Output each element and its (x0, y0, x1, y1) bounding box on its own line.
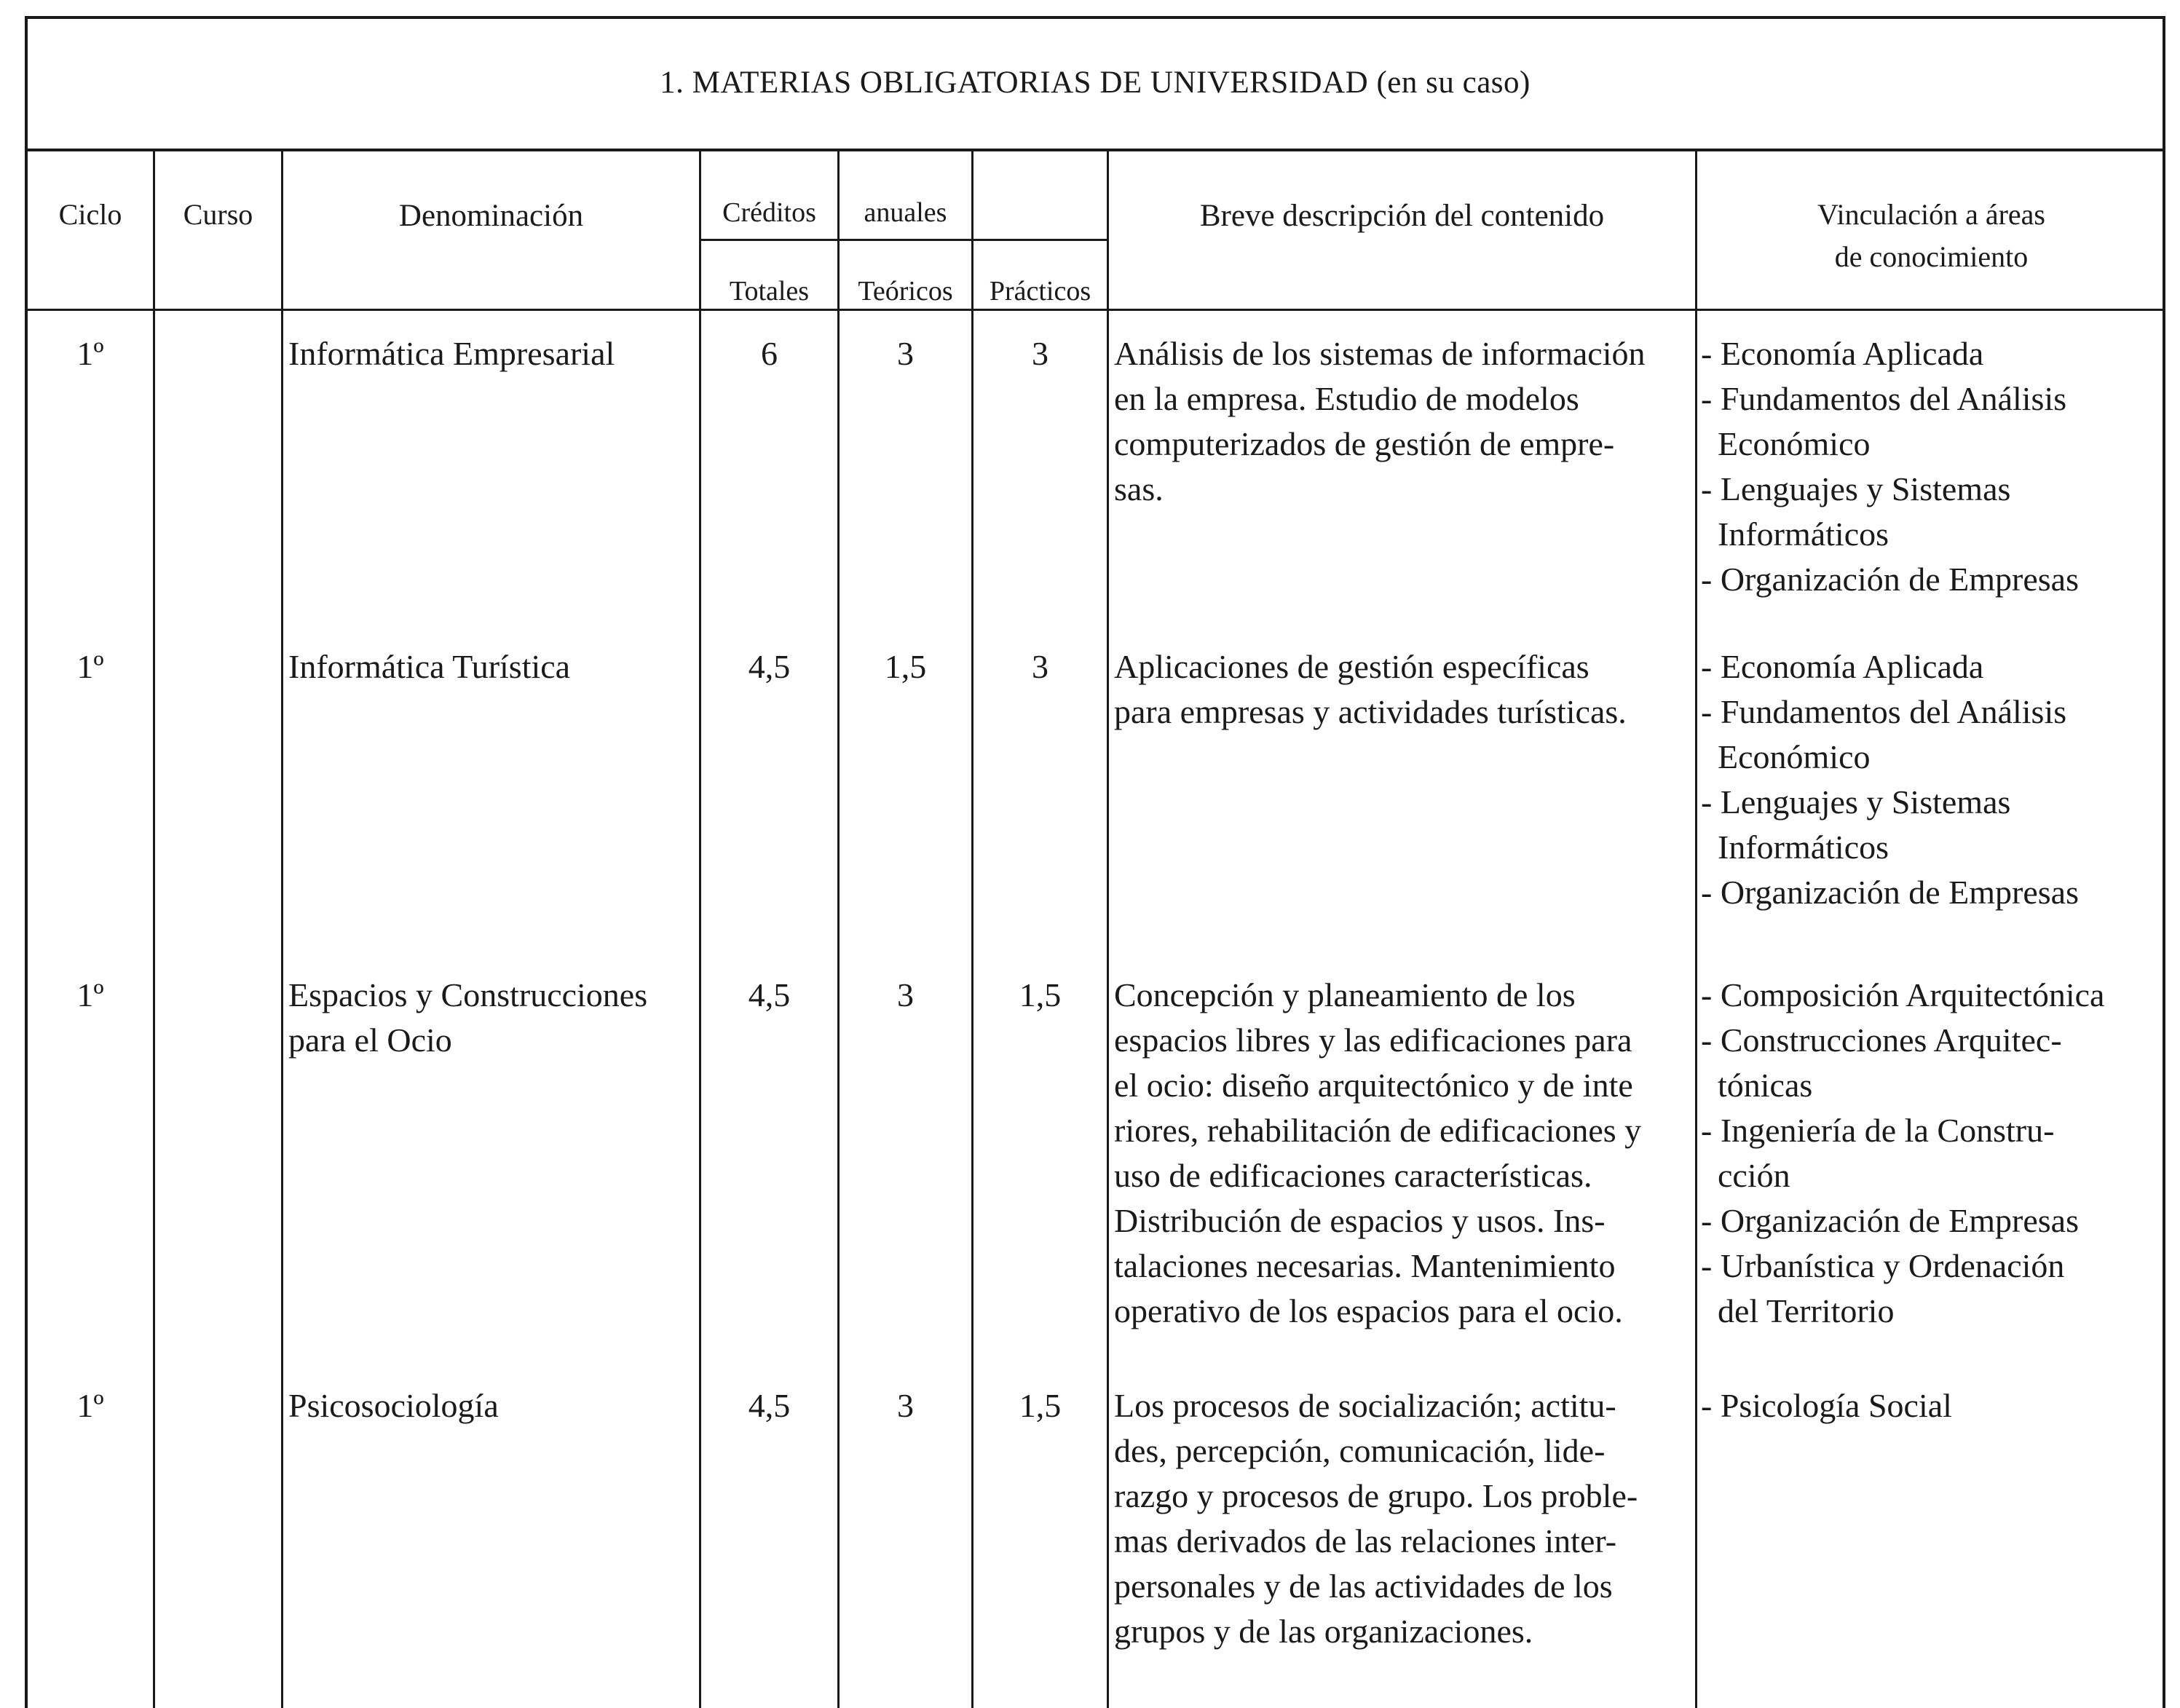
divider-practicos-descripcion (1107, 151, 1109, 1708)
header-teoricos: Teóricos (858, 276, 953, 307)
row-descripcion-line: uso de edificaciones características. (1114, 1157, 1592, 1194)
row-area-line: - Lenguajes y Sistemas (1701, 783, 2011, 821)
row-area-line: tónicas (1701, 1067, 1813, 1104)
row-denominacion-line: Informática Turística (288, 648, 571, 685)
row-area-line: - Lenguajes y Sistemas (1701, 470, 2011, 507)
row-area-line: - Ingeniería de la Constru- (1701, 1112, 2055, 1149)
table-title: 1. MATERIAS OBLIGATORIAS DE UNIVERSIDAD (en su caso) (25, 16, 2165, 151)
header-anuales: anuales (864, 197, 947, 228)
row-area-line: Informáticos (1701, 829, 1889, 866)
row-descripcion-line: riores, rehabilitación de edificaciones y (1114, 1112, 1642, 1149)
row-area-line: - Construcciones Arquitec- (1701, 1021, 2062, 1059)
row-creditos-totales: 4,5 (748, 1387, 791, 1424)
row-denominacion-line: para el Ocio (288, 1021, 452, 1059)
header-vinculacion-line1: Vinculación a áreas (1817, 198, 2045, 231)
divider-curso-denominacion (281, 151, 283, 1708)
row-descripcion-line: Análisis de los sistemas de información (1114, 335, 1646, 372)
header-practicos: Prácticos (989, 276, 1091, 307)
row-ciclo: 1º (76, 335, 104, 372)
header-creditos: Créditos (722, 197, 816, 228)
row-descripcion-line: razgo y procesos de grupo. Los proble- (1114, 1477, 1638, 1514)
row-area-line: - Economía Aplicada (1701, 335, 1984, 372)
row-creditos-totales: 4,5 (748, 976, 791, 1013)
row-descripcion-line: mas derivados de las relaciones inter- (1114, 1522, 1617, 1559)
row-area-line: del Territorio (1701, 1292, 1895, 1329)
row-area-line: - Fundamentos del Análisis (1701, 380, 2067, 417)
row-descripcion-line: operativo de los espacios para el ocio. (1114, 1292, 1623, 1329)
divider-denominacion-totales (699, 151, 701, 1708)
row-denominacion-line: Espacios y Construcciones (288, 976, 648, 1013)
header-vinculacion-line2: de conocimiento (1834, 240, 2029, 273)
row-creditos-teoricos: 3 (897, 335, 914, 372)
header-curso: Curso (183, 198, 253, 231)
row-descripcion-line: en la empresa. Estudio de modelos (1114, 380, 1579, 417)
row-descripcion-line: sas. (1114, 470, 1164, 507)
row-descripcion-line: talaciones necesarias. Mantenimiento (1114, 1247, 1616, 1284)
row-creditos-teoricos: 3 (897, 1387, 914, 1424)
row-descripcion-line: Los procesos de socialización; actitu- (1114, 1387, 1616, 1424)
header-ciclo: Ciclo (58, 198, 122, 231)
row-descripcion-line: espacios libres y las edificaciones para (1114, 1021, 1632, 1059)
row-area-line: Informáticos (1701, 515, 1889, 553)
row-descripcion-line: computerizados de gestión de empre- (1114, 425, 1615, 462)
row-descripcion-line: Aplicaciones de gestión específicas (1114, 648, 1589, 685)
header-totales: Totales (729, 276, 810, 307)
row-area-line: - Fundamentos del Análisis (1701, 693, 2067, 730)
row-area-line: - Organización de Empresas (1701, 874, 2080, 911)
row-creditos-teoricos: 3 (897, 976, 914, 1013)
row-area-line: - Organización de Empresas (1701, 1202, 2080, 1239)
row-descripcion-line: para empresas y actividades turísticas. (1114, 693, 1627, 730)
row-ciclo: 1º (76, 648, 104, 685)
row-creditos-practicos: 3 (1032, 335, 1048, 372)
divider-ciclo-curso (153, 151, 155, 1708)
row-descripcion-line: des, percepción, comunicación, lide- (1114, 1432, 1606, 1469)
row-area-line: - Economía Aplicada (1701, 648, 1984, 685)
row-descripcion-line: Concepción y planeamiento de los (1114, 976, 1576, 1013)
row-area-line: - Urbanística y Ordenación (1701, 1247, 2065, 1284)
row-ciclo: 1º (76, 1387, 104, 1424)
row-denominacion-line: Informática Empresarial (288, 335, 615, 372)
row-denominacion-line: Psicosociología (288, 1387, 499, 1424)
divider-descripcion-vinculacion (1695, 151, 1697, 1708)
row-area-line: Económico (1701, 425, 1871, 462)
header-denominacion: Denominación (398, 199, 584, 233)
row-area-line: cción (1701, 1157, 1790, 1194)
row-descripcion-line: grupos y de las organizaciones. (1114, 1613, 1533, 1650)
row-descripcion-line: personales y de las actividades de los (1114, 1567, 1613, 1605)
row-area-line: - Composición Arquitectónica (1701, 976, 2105, 1013)
row-creditos-teoricos: 1,5 (884, 648, 927, 685)
row-creditos-totales: 6 (761, 335, 778, 372)
row-creditos-practicos: 3 (1032, 648, 1048, 685)
header-creditos-rule (699, 239, 1107, 241)
row-creditos-practicos: 1,5 (1019, 976, 1062, 1013)
divider-totales-teoricos (837, 151, 840, 1708)
row-creditos-practicos: 1,5 (1019, 1387, 1062, 1424)
row-descripcion-line: Distribución de espacios y usos. Ins- (1114, 1202, 1606, 1239)
row-area-line: Económico (1701, 738, 1871, 775)
divider-teoricos-practicos (971, 151, 974, 1708)
header-descripcion: Breve descripción del contenido (1199, 199, 1605, 233)
row-area-line: - Organización de Empresas (1701, 561, 2080, 598)
row-area-line: - Psicología Social (1701, 1387, 1952, 1424)
row-ciclo: 1º (76, 976, 104, 1013)
row-creditos-totales: 4,5 (748, 648, 791, 685)
row-descripcion-line: el ocio: diseño arquitectónico y de inte (1114, 1067, 1633, 1104)
